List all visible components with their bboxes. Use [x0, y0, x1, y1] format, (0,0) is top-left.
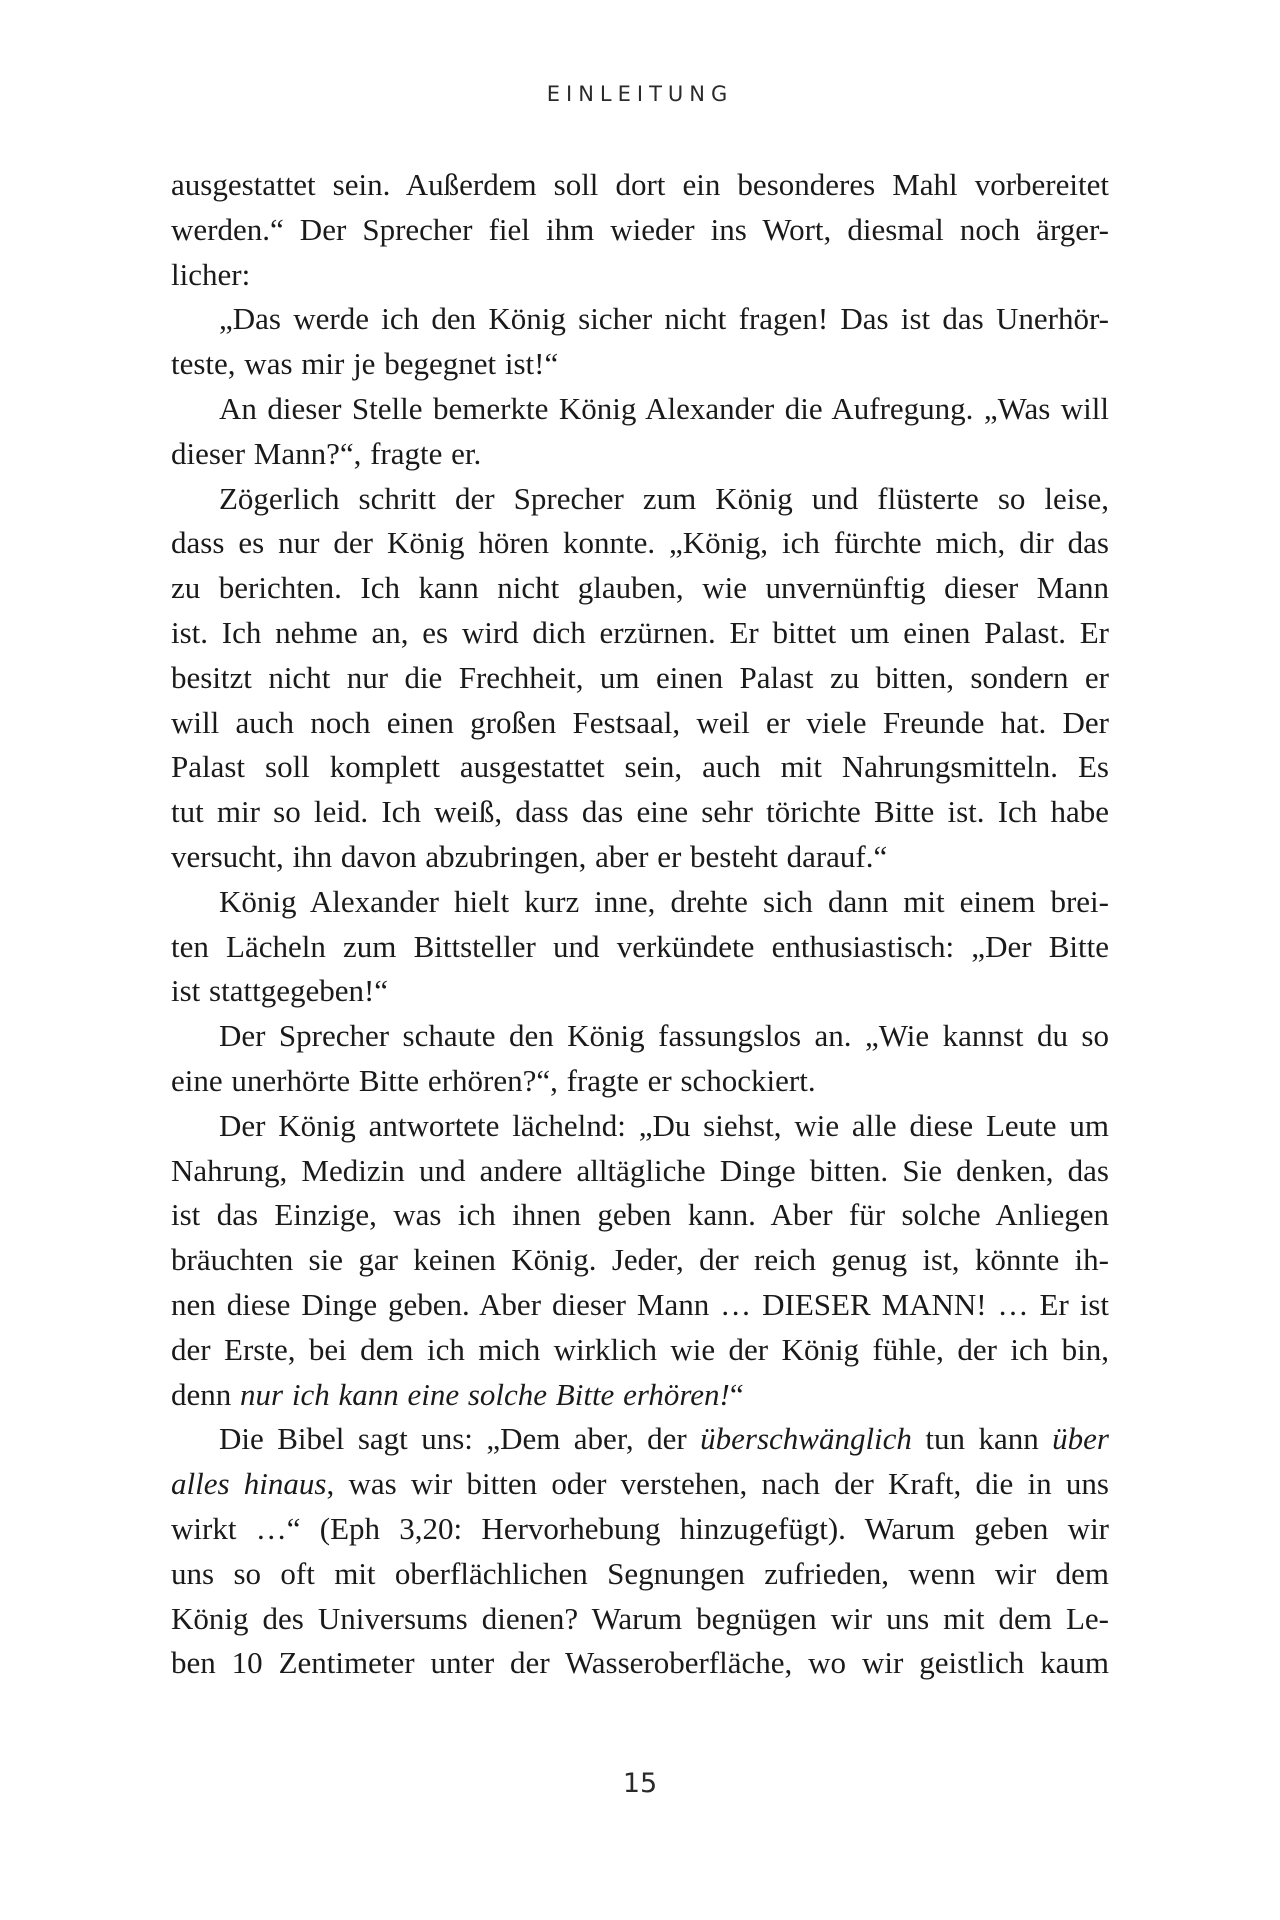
- text-run: denn: [171, 1376, 241, 1412]
- italic-run: alles hinaus: [171, 1466, 327, 1502]
- text-line: licher:: [171, 256, 251, 292]
- text-line: nen diese Dinge geben. Aber dieser Mann … DIESER MANN! … Er ist: [171, 1286, 1109, 1322]
- text-line: dieser Mann?“, fragte er.: [171, 435, 482, 471]
- text-line: dass es nur der König hören konnte. „König, ich fürchte mich, dir das: [171, 525, 1109, 561]
- text-line: König des Universums dienen? Warum begnügen wir uns mit dem Le-: [171, 1600, 1109, 1636]
- body-text: [171, 163, 1109, 1686]
- italic-run: über: [1052, 1421, 1109, 1457]
- text-line: bräuchten sie gar keinen König. Jeder, der reich genug ist, könnte ih-: [171, 1242, 1109, 1278]
- text-run: Die Bibel sagt uns: „Dem aber, der: [219, 1421, 701, 1457]
- text-line: eine unerhörte Bitte erhören?“, fragte er schockiert.: [171, 1062, 816, 1098]
- italic-run: überschwänglich: [700, 1421, 912, 1457]
- text-line: ben 10 Zentimeter unter der Wasseroberfläche, wo wir geistlich kaum: [171, 1645, 1109, 1681]
- text-line: ten Lächeln zum Bittsteller und verkündete enthusiastisch: „Der Bitte: [171, 928, 1109, 964]
- text-line: will auch noch einen großen Festsaal, weil er viele Freunde hat. Der: [171, 704, 1109, 740]
- text-line-with-italic: [171, 1373, 1109, 1418]
- text-line: der Erste, bei dem ich mich wirklich wie der König fühle, der ich bin,: [171, 1331, 1109, 1367]
- text-line: tut mir so leid. Ich weiß, dass das eine sehr törichte Bitte ist. Ich habe: [171, 794, 1109, 830]
- text-line: teste, was mir je begegnet ist!“: [171, 346, 559, 382]
- text-run: tun kann: [911, 1421, 1053, 1457]
- text-line: werden.“ Der Sprecher fiel ihm wieder ins Wort, diesmal noch ärger-: [171, 211, 1109, 247]
- text-line: ist. Ich nehme an, es wird dich erzürnen. Er bittet um einen Palast. Er: [171, 614, 1109, 650]
- text-line: „Das werde ich den König sicher nicht fragen! Das ist das Unerhör-: [219, 301, 1109, 337]
- text-line: Nahrung, Medizin und andere alltägliche Dinge bitten. Sie denken, das: [171, 1152, 1109, 1188]
- text-line: ausgestattet sein. Außerdem soll dort ein besonderes Mahl vorbereitet: [171, 167, 1109, 202]
- text-line: zu berichten. Ich kann nicht glauben, wie unvernünftig dieser Mann: [171, 570, 1109, 606]
- text-line: Der Sprecher schaute den König fassungslos an. „Wie kannst du so: [219, 1018, 1109, 1054]
- text-line-with-italic: [171, 1462, 1109, 1507]
- text-line: Der König antwortete lächelnd: „Du siehst, wie alle diese Leute um: [219, 1107, 1109, 1143]
- text-run: , was wir bitten oder verstehen, nach der Kraft, die in uns: [326, 1466, 1109, 1502]
- text-line: besitzt nicht nur die Frechheit, um einen Palast zu bitten, sondern er: [171, 659, 1109, 695]
- text-line: Zögerlich schritt der Sprecher zum König und flüsterte so leise,: [219, 480, 1109, 516]
- running-title: EINLEITUNG: [546, 82, 734, 106]
- text-line-with-italic: [171, 1417, 1109, 1462]
- text-run: “: [729, 1376, 744, 1412]
- page-number: 15: [622, 1768, 658, 1799]
- text-line: König Alexander hielt kurz inne, drehte sich dann mit einem brei-: [219, 883, 1109, 919]
- text-line: ist das Einzige, was ich ihnen geben kann. Aber für solche Anliegen: [171, 1197, 1109, 1233]
- italic-run: nur ich kann eine solche Bitte erhören!: [240, 1376, 730, 1412]
- text-line: wirkt …“ (Eph 3,20: Hervorhebung hinzugefügt). Warum geben wir: [171, 1510, 1109, 1546]
- text-line: versucht, ihn davon abzubringen, aber er besteht darauf.“: [171, 838, 888, 874]
- text-line: Palast soll komplett ausgestattet sein, auch mit Nahrungsmitteln. Es: [171, 749, 1109, 785]
- text-line: An dieser Stelle bemerkte König Alexander die Aufregung. „Was will: [219, 390, 1109, 426]
- text-line: uns so oft mit oberflächlichen Segnungen zufrieden, wenn wir dem: [171, 1555, 1109, 1591]
- text-line: ist stattgegeben!“: [171, 973, 389, 1009]
